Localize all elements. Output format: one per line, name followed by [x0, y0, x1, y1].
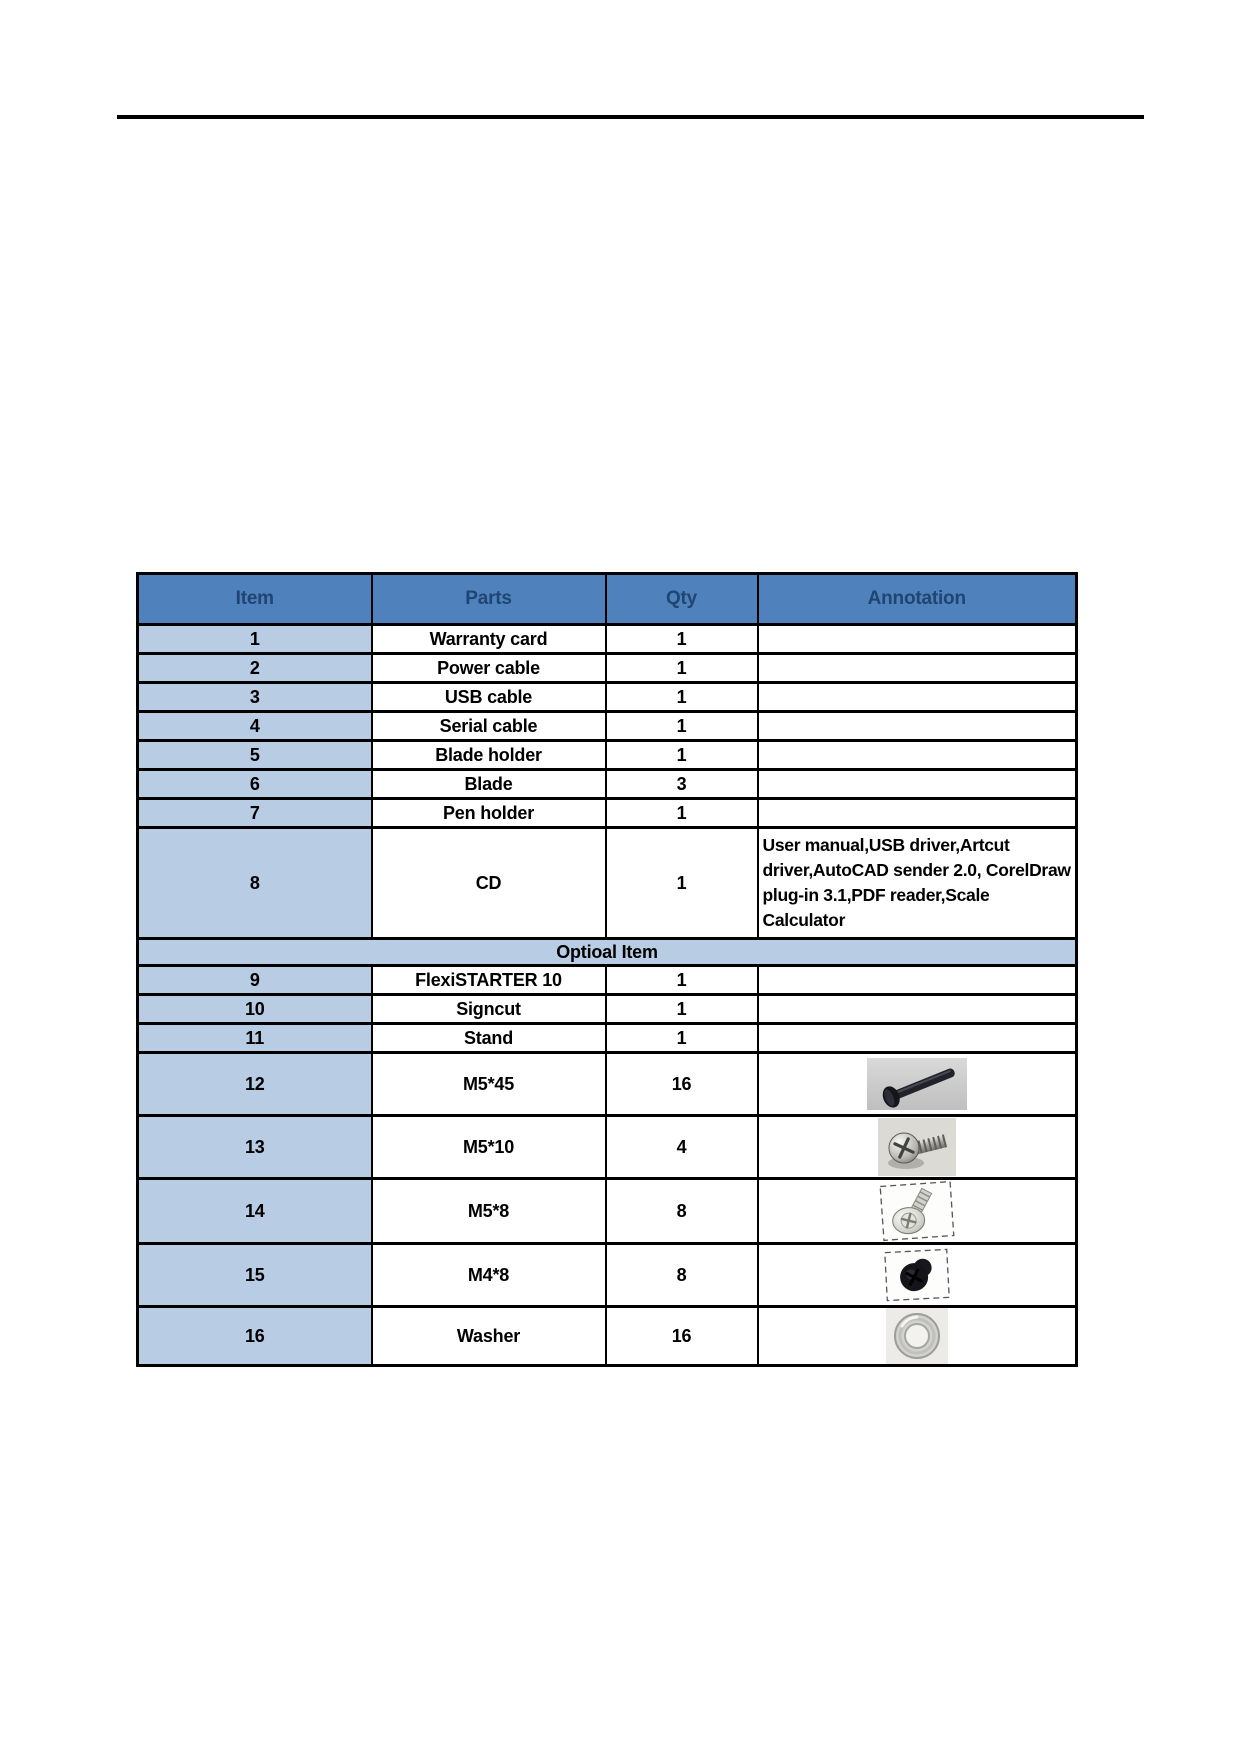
column-header-annotation: Annotation — [758, 574, 1077, 625]
annotation-cell — [758, 1307, 1077, 1366]
table-row — [138, 1307, 1077, 1366]
qty-cell: 16 — [606, 1307, 758, 1366]
annotation-cell — [758, 712, 1077, 741]
parts-cell: Power cable — [372, 654, 606, 683]
qty-cell: 1 — [606, 741, 758, 770]
annotation-cell — [758, 1244, 1077, 1307]
annotation-cell — [758, 683, 1077, 712]
item-cell: 2 — [138, 654, 372, 683]
annotation-cell: User manual,USB driver,Artcut driver,AutoCAD sender 2.0, CorelDraw plug-in 3.1,PDF reader,Scale Calculator — [758, 828, 1077, 939]
item-cell: 4 — [138, 712, 372, 741]
parts-cell: FlexiSTARTER 10 — [372, 966, 606, 995]
qty-cell: 1 — [606, 654, 758, 683]
annotation-cell — [758, 770, 1077, 799]
qty-cell: 8 — [606, 1244, 758, 1307]
table-row — [138, 1179, 1077, 1244]
table-row — [138, 995, 1077, 1024]
item-cell: 8 — [138, 828, 372, 939]
table-row — [138, 712, 1077, 741]
parts-cell: CD — [372, 828, 606, 939]
qty-cell: 8 — [606, 1179, 758, 1244]
qty-cell: 4 — [606, 1116, 758, 1179]
column-header-parts: Parts — [372, 574, 606, 625]
item-cell: 9 — [138, 966, 372, 995]
parts-cell: Serial cable — [372, 712, 606, 741]
silver-pan-head-screw-image — [878, 1118, 956, 1176]
parts-list-table — [136, 572, 1078, 1367]
item-cell: 10 — [138, 995, 372, 1024]
qty-cell: 1 — [606, 828, 758, 939]
item-cell: 6 — [138, 770, 372, 799]
table-row — [138, 1244, 1077, 1307]
item-cell: 3 — [138, 683, 372, 712]
qty-cell: 1 — [606, 683, 758, 712]
silver-flange-screw-image — [874, 1180, 960, 1242]
column-header-qty: Qty — [606, 574, 758, 625]
annotation-cell — [758, 995, 1077, 1024]
table-header-row — [138, 574, 1077, 625]
parts-cell: Pen holder — [372, 799, 606, 828]
section-row-optional-item — [138, 939, 1077, 966]
parts-cell: Signcut — [372, 995, 606, 1024]
parts-cell: M4*8 — [372, 1244, 606, 1307]
section-label: Optioal Item — [138, 939, 1077, 966]
annotation-cell — [758, 625, 1077, 654]
table-row — [138, 966, 1077, 995]
qty-cell: 1 — [606, 625, 758, 654]
qty-cell: 3 — [606, 770, 758, 799]
parts-cell: M5*10 — [372, 1116, 606, 1179]
parts-cell: M5*8 — [372, 1179, 606, 1244]
annotation-cell — [758, 799, 1077, 828]
parts-cell: M5*45 — [372, 1053, 606, 1116]
table-row — [138, 683, 1077, 712]
header-rule — [117, 115, 1144, 119]
annotation-cell — [758, 1024, 1077, 1053]
table-row — [138, 1053, 1077, 1116]
qty-cell: 1 — [606, 712, 758, 741]
table-row — [138, 654, 1077, 683]
parts-cell: Warranty card — [372, 625, 606, 654]
item-cell: 14 — [138, 1179, 372, 1244]
item-cell: 5 — [138, 741, 372, 770]
item-cell: 7 — [138, 799, 372, 828]
table-row — [138, 1116, 1077, 1179]
table-row-cd — [138, 828, 1077, 939]
table-row — [138, 625, 1077, 654]
qty-cell: 1 — [606, 966, 758, 995]
parts-cell: Blade holder — [372, 741, 606, 770]
table-row — [138, 770, 1077, 799]
parts-cell: Blade — [372, 770, 606, 799]
annotation-cell — [758, 1179, 1077, 1244]
table-row — [138, 741, 1077, 770]
parts-cell: USB cable — [372, 683, 606, 712]
item-cell: 15 — [138, 1244, 372, 1307]
metal-washer-image — [886, 1308, 948, 1364]
qty-cell: 1 — [606, 799, 758, 828]
qty-cell: 1 — [606, 995, 758, 1024]
parts-cell: Washer — [372, 1307, 606, 1366]
annotation-cell — [758, 654, 1077, 683]
item-cell: 13 — [138, 1116, 372, 1179]
black-screw-image — [877, 1246, 957, 1304]
item-cell: 1 — [138, 625, 372, 654]
item-cell: 11 — [138, 1024, 372, 1053]
qty-cell: 1 — [606, 1024, 758, 1053]
table-row — [138, 1024, 1077, 1053]
annotation-cell — [758, 1053, 1077, 1116]
long-black-bolt-image — [867, 1058, 967, 1110]
column-header-item: Item — [138, 574, 372, 625]
qty-cell: 16 — [606, 1053, 758, 1116]
annotation-cell — [758, 1116, 1077, 1179]
item-cell: 16 — [138, 1307, 372, 1366]
item-cell: 12 — [138, 1053, 372, 1116]
parts-cell: Stand — [372, 1024, 606, 1053]
annotation-cell — [758, 966, 1077, 995]
table-row — [138, 799, 1077, 828]
annotation-cell — [758, 741, 1077, 770]
